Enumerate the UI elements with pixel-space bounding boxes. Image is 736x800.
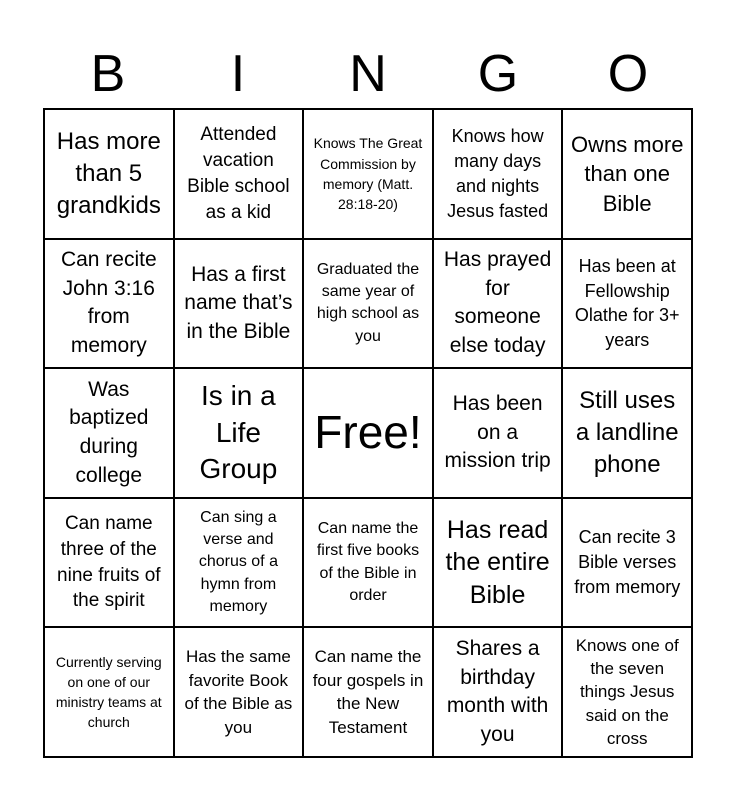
bingo-cell-r4c5[interactable] [562,498,692,628]
cell-text: Can name the first five books of the Bible in order [316,519,420,604]
cell-text: Has more than 5 grandkids [56,128,161,219]
cell-text: Still uses a landline phone [575,387,679,478]
cell-text: Knows how many days and nights Jesus fasted [447,126,549,221]
bingo-cell-r3c1[interactable] [44,368,174,498]
cell-text: Can sing a verse and chorus of a hymn from memory [198,508,278,616]
header-letter-n: N [349,45,387,103]
bingo-cell-r1c3[interactable] [303,109,433,239]
cell-text: Was baptized during college [69,377,149,487]
free-space-text: Free! [314,406,422,459]
bingo-cell-r2c1[interactable] [44,239,174,369]
cell-text: Can recite John 3:16 from memory [60,248,157,357]
cell-text: Can recite 3 Bible verses from memory [574,527,681,597]
bingo-cell-r4c3[interactable] [303,498,433,628]
bingo-cell-r5c1[interactable] [44,627,174,757]
cell-text: Owns more than one Bible [570,131,684,216]
bingo-cell-r4c4[interactable] [433,498,563,628]
bingo-cell-r1c1[interactable] [44,109,174,239]
cell-text: Graduated the same year of high school as you [316,260,420,345]
header-letter-i: I [230,45,246,103]
bingo-cell-r1c4[interactable] [433,109,563,239]
bingo-cell-r5c5[interactable] [562,627,692,757]
cell-text: Has been at Fellowship Olathe for 3+ years [574,255,680,351]
bingo-cell-r4c2[interactable] [174,498,304,628]
bingo-header [43,40,693,108]
cell-text: Knows one of the seven things Jesus said on the cross [575,635,679,749]
cell-text: Has read the entire Bible [445,515,550,609]
cell-text: Can name the four gospels in the New Testament [312,647,424,737]
bingo-cell-free[interactable] [303,368,433,498]
bingo-cell-r2c2[interactable] [174,239,304,369]
header-letter-o: O [607,45,649,103]
cell-text: Attended vacation Bible school as a kid [187,124,290,223]
bingo-cell-r3c4[interactable] [433,368,563,498]
cell-text: Knows The Great Commission by memory (Matt. 28:18-20) [313,135,423,213]
bingo-cell-r3c5[interactable] [562,368,692,498]
bingo-cell-r2c4[interactable] [433,239,563,369]
cell-text: Has been on a mission trip [444,392,551,473]
header-letter-g: G [477,45,519,103]
bingo-cell-r5c3[interactable] [303,627,433,757]
cell-text: Has prayed for someone else today [443,248,552,357]
bingo-cell-r5c4[interactable] [433,627,563,757]
bingo-board [43,108,693,758]
cell-text: Has the same favorite Book of the Bible as you [184,647,293,737]
bingo-cell-r5c2[interactable] [174,627,304,757]
cell-text: Can name three of the nine fruits of the spirit [57,512,161,612]
cell-text: Is in a Life Group [199,380,278,485]
bingo-cell-r1c5[interactable] [562,109,692,239]
cell-text: Has a first name that’s in the Bible [184,262,293,343]
bingo-cell-r3c2[interactable] [174,368,304,498]
bingo-cell-r1c2[interactable] [174,109,304,239]
bingo-cell-r4c1[interactable] [44,498,174,628]
bingo-cell-r2c5[interactable] [562,239,692,369]
cell-text: Shares a birthday month with you [446,637,549,746]
cell-text: Currently serving on one of our ministry teams at church [55,653,162,731]
bingo-cell-r2c3[interactable] [303,239,433,369]
header-letter-b: B [90,45,126,103]
